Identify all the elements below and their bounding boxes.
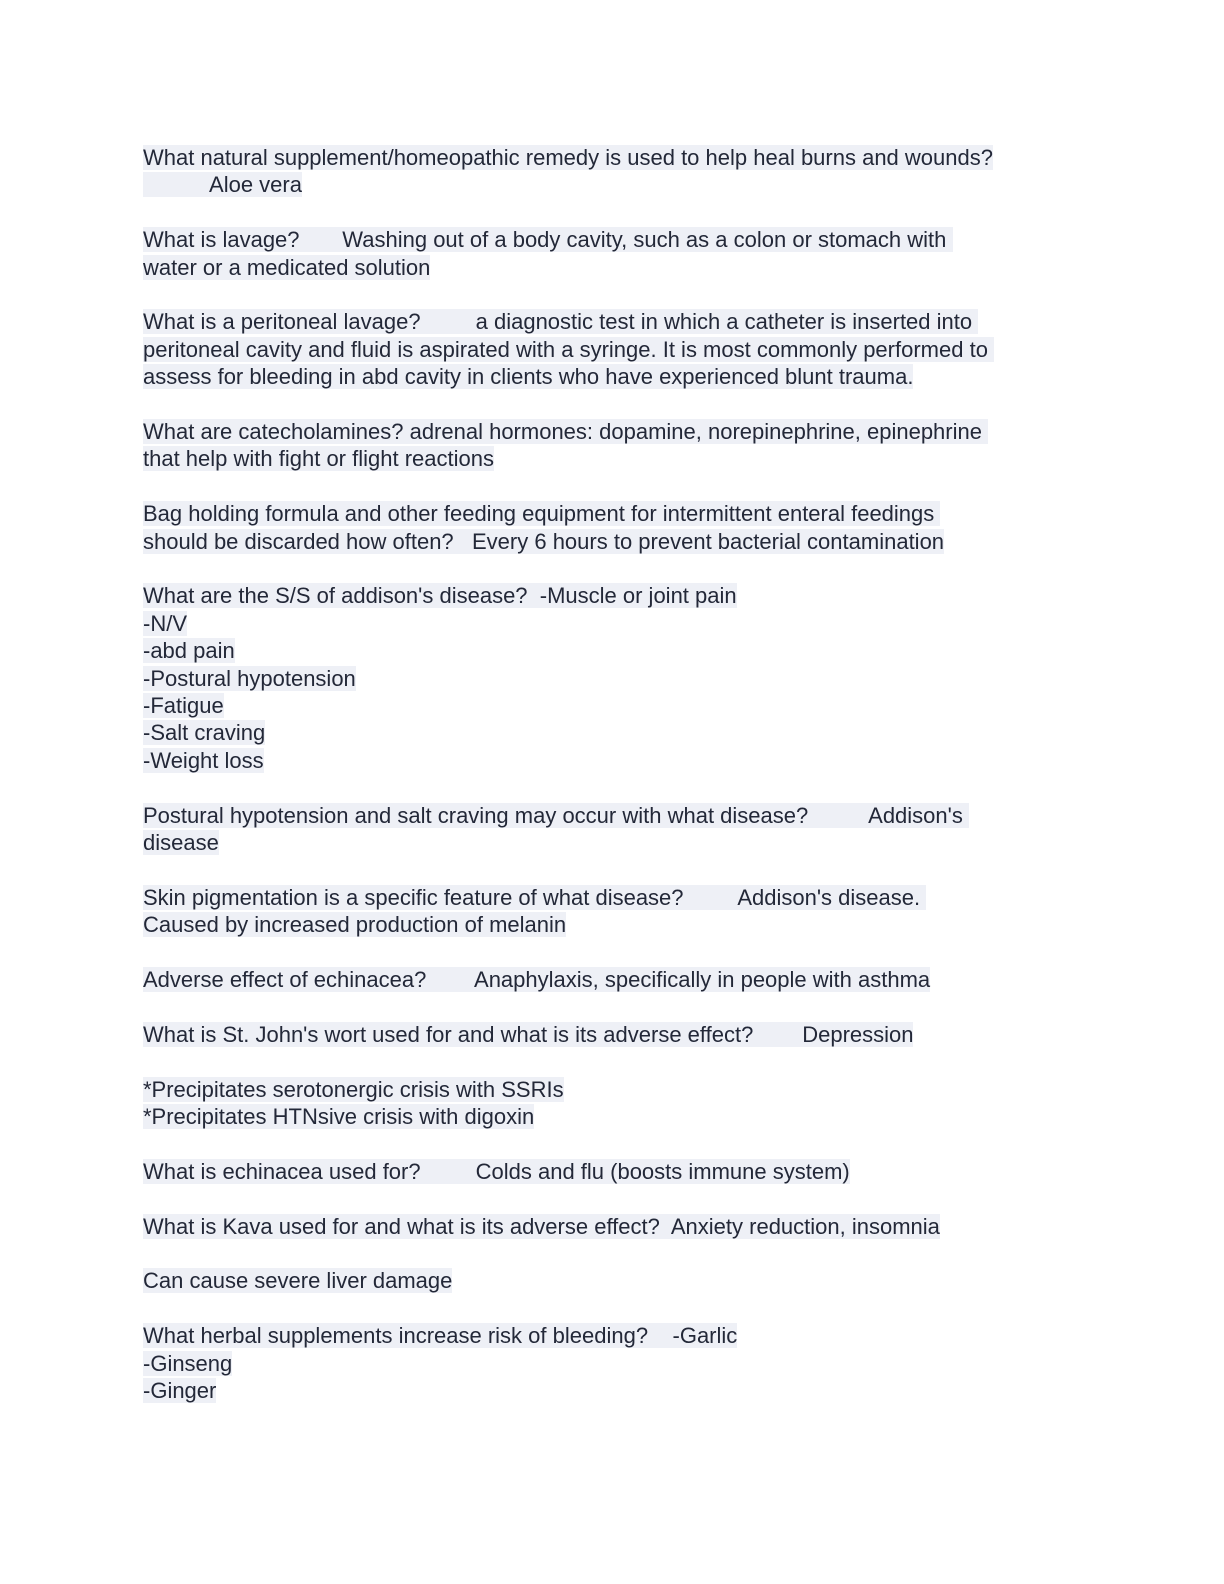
text-line: What are catecholamines? adrenal hormones: dopamine, norepinephrine, epinephrine xyxy=(143,419,989,445)
flashcard-10 xyxy=(143,1021,1083,1048)
flashcard-7 xyxy=(143,802,1083,857)
flashcard-12 xyxy=(143,1158,1083,1185)
text-line: -Fatigue xyxy=(143,693,224,719)
flashcard-15 xyxy=(143,1322,1083,1404)
text-line: What is lavage? Washing out of a body cavity, such as a colon or stomach with xyxy=(143,227,953,253)
flashcard-4 xyxy=(143,418,1083,473)
text-line: Adverse effect of echinacea? Anaphylaxis, specifically in people with asthma xyxy=(143,967,931,993)
text-line: -Postural hypotension xyxy=(143,665,356,691)
text-line: Caused by increased production of melanin xyxy=(143,912,567,938)
text-line: What herbal supplements increase risk of bleeding? -Garlic xyxy=(143,1323,738,1349)
flashcard-6 xyxy=(143,582,1083,774)
flashcard-5 xyxy=(143,500,1083,555)
text-line: What are the S/S of addison's disease? -Muscle or joint pain xyxy=(143,583,737,609)
text-line: that help with fight or flight reactions xyxy=(143,446,494,472)
text-line: Can cause severe liver damage xyxy=(143,1268,453,1294)
text-line: disease xyxy=(143,830,219,856)
text-line: What is echinacea used for? Colds and flu (boosts immune system) xyxy=(143,1158,850,1184)
text-line: What natural supplement/homeopathic remedy is used to help heal burns and wounds? xyxy=(143,145,993,170)
flashcard-8 xyxy=(143,884,1083,939)
text-line: Aloe vera xyxy=(143,172,302,198)
text-line: What is a peritoneal lavage? a diagnostic test in which a catheter is inserted into xyxy=(143,309,979,335)
text-line: Bag holding formula and other feeding equipment for intermittent enteral feedings xyxy=(143,501,941,527)
text-line: Skin pigmentation is a specific feature of what disease? Addison's disease. xyxy=(143,884,927,910)
text-line: What is Kava used for and what is its adverse effect? Anxiety reduction, insomnia xyxy=(143,1213,940,1239)
text-line: should be discarded how often? Every 6 hours to prevent bacterial contamination xyxy=(143,528,945,554)
text-line: -abd pain xyxy=(143,638,235,664)
flashcard-14 xyxy=(143,1267,1083,1294)
flashcard-3 xyxy=(143,308,1083,390)
text-line: -Ginseng xyxy=(143,1350,233,1376)
text-line: assess for bleeding in abd cavity in clients who have experienced blunt trauma. xyxy=(143,364,914,390)
text-line: -N/V xyxy=(143,610,187,636)
flashcard-11 xyxy=(143,1076,1083,1131)
text-line: -Salt craving xyxy=(143,720,266,746)
flashcard-13 xyxy=(143,1213,1083,1240)
text-line: -Weight loss xyxy=(143,747,264,773)
text-line: water or a medicated solution xyxy=(143,254,431,280)
flashcard-2 xyxy=(143,226,1083,281)
text-line: peritoneal cavity and fluid is aspirated with a syringe. It is most commonly performed to xyxy=(143,336,995,362)
text-line: Postural hypotension and salt craving may occur with what disease? Addison's xyxy=(143,802,969,828)
text-line: *Precipitates HTNsive crisis with digoxin xyxy=(143,1104,535,1130)
document-page xyxy=(143,144,1083,1432)
flashcard-1 xyxy=(143,144,1083,199)
text-line: *Precipitates serotonergic crisis with SSRIs xyxy=(143,1076,564,1102)
flashcard-9 xyxy=(143,966,1083,993)
text-line: -Ginger xyxy=(143,1378,217,1404)
text-line: What is St. John's wort used for and what is its adverse effect? Depression xyxy=(143,1021,914,1047)
